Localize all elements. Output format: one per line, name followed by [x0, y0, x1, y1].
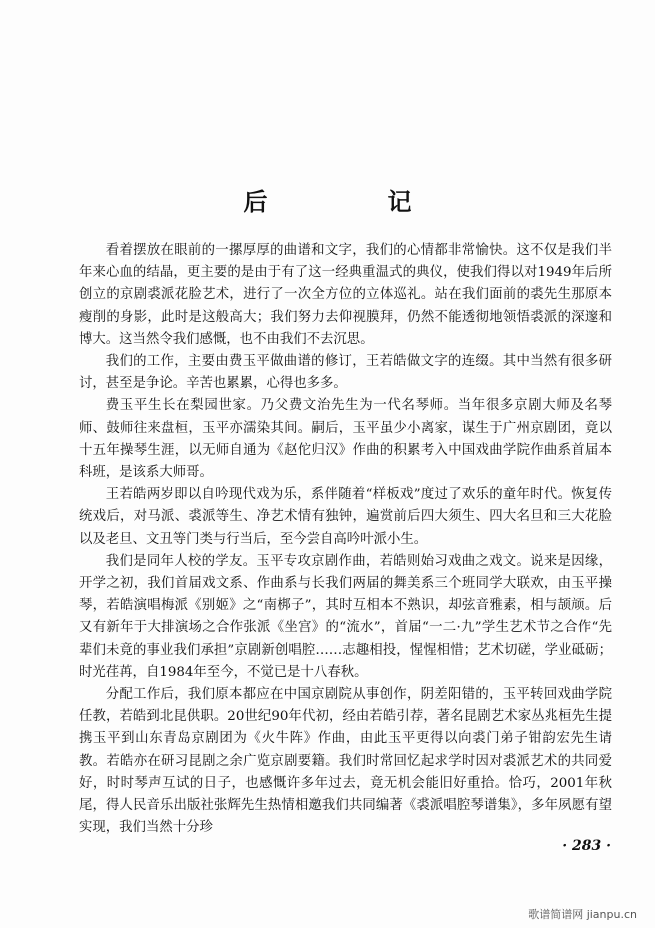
paragraph: 看着摆放在眼前的一摞厚厚的曲谱和文字，我们的心情都非常愉快。这不仅是我们半年来心血的结晶，更主要的是由于有了这一经典重温式的典仪，使我们得以对1949年后所创立的京剧裘派花脸艺术，进行了一次全方位的立体巡礼。站在我们面前的裘先生那原本瘦削的身影，此时是这般高大；我们努力去仰视膜拜，仍然不能透彻地领悟裘派的深邃和博大。这当然令我们感慨，也不由我们不去沉思。	[79, 243, 612, 347]
page-number: · 283 ·	[562, 838, 611, 854]
paragraph: 我们是同年人校的学友。玉平专攻京剧作曲，若皓则始习戏曲之戏文。说来是因缘，开学之初，我们首届戏文系、作曲系与长我们两届的舞美系三个班同学大联欢，由玉平操琴，若皓演唱梅派《别姬》之“南梆子”，其时互相本不熟识，却弦音雅素，相与颉颃。后又有新年于大排演场之合作张派《坐宫》的“流水”，首届“一二·九”学生艺术节之合作“先辈们未竟的事业我们承担”京剧新创唱腔……志趣相投，惺惺相惜；艺术切磋，学业砥砺；时光荏苒，自1984年至今，不觉已是十八春秋。	[79, 553, 612, 680]
paragraph: 分配工作后，我们原本都应在中国京剧院从事创作，阴差阳错的，玉平转回戏曲学院任教，若皓到北昆供职。20世纪90年代初，经由若皓引荐，著名昆剧艺术家丛兆桓先生提携玉平到山东青岛京剧团为《火牛阵》作曲，由此玉平更得以向裘门弟子钳韵宏先生请教。若皓亦在研习昆剧之余广览京剧要籍。我们时常回忆起求学时因对裘派艺术的共同爱好，时时琴声互试的日子，也感慨许多年过去，竟无机会能旧好重拾。恰巧，2001年秋尾，得人民音乐出版社张辉先生热情相邀我们共同编著《裘派唱腔琴谱集》，多年夙愿有望实现，我们当然十分珍	[79, 687, 612, 836]
page-title: 后 记	[243, 187, 460, 216]
body-text	[79, 240, 612, 839]
watermark: 歌谱简谱网 jianpu.cn	[528, 908, 637, 921]
paragraph: 费玉平生长在梨园世家。乃父费文治先生为一代名琴师。当年很多京剧大师及名琴师、鼓师往来盘桓，玉平亦濡染其间。嗣后，玉平虽少小离家，谋生于广州京剧团，竟以十五年操琴生涯，以无师自通为《赵佗归汉》作曲的积累考入中国戏曲学院作曲系首届本科班，是该系大师哥。	[79, 398, 612, 481]
paragraph: 王若皓两岁即以自吟现代戏为乐，系伴随着“样板戏”度过了欢乐的童年时代。恢复传统戏后，对马派、裘派等生、净艺术情有独钟，遍赏前后四大须生、四大名旦和三大花脸以及老旦、文丑等门类与行当后，至今尝自高吟叶派小生。	[79, 487, 612, 547]
paragraph: 我们的工作，主要由费玉平做曲谱的修订，王若皓做文字的连缀。其中当然有很多研讨，甚至是争论。辛苦也累累，心得也多多。	[79, 354, 612, 392]
